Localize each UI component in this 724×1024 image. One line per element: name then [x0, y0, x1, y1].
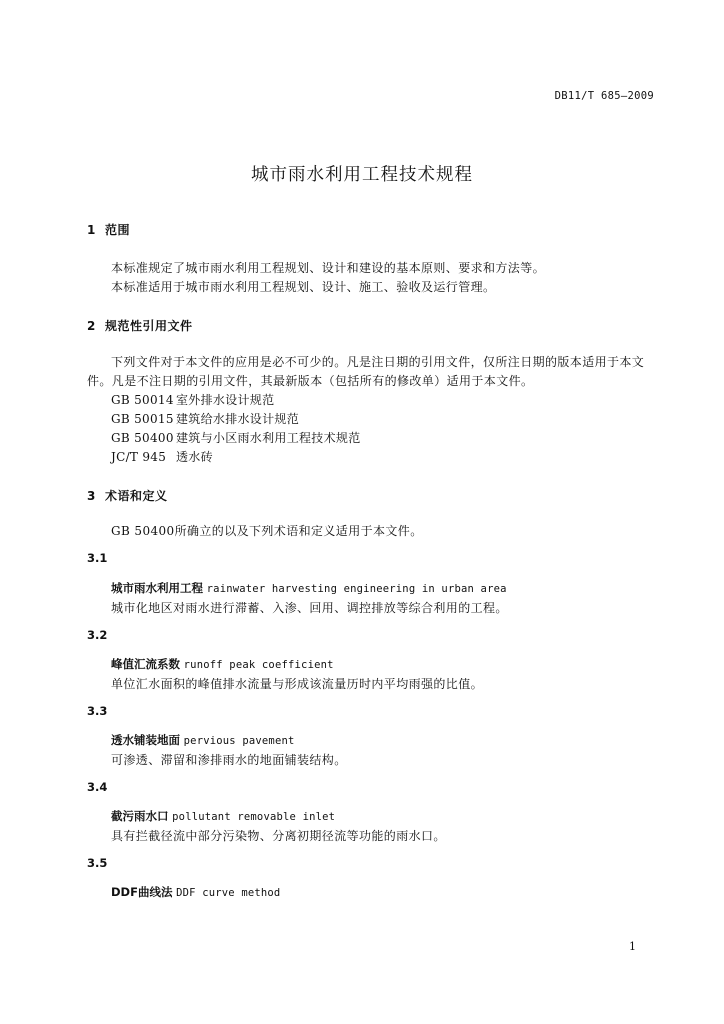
reference-code: GB 50014 [111, 393, 174, 407]
term-en: pollutant removable inlet [172, 811, 336, 823]
reference-code: JC/T 945 [111, 450, 167, 464]
clause-number: 3.1 [87, 551, 108, 565]
term-zh: 峰值汇流系数 [111, 657, 180, 671]
term-zh: 透水铺装地面 [111, 733, 180, 747]
section-heading-normative-references [87, 317, 193, 334]
section-title: 规范性引用文件 [105, 319, 193, 333]
term-entry [111, 656, 334, 672]
scope-paragraph: 本标准规定了城市雨水利用工程规划、设计和建设的基本原则、要求和方法等。 [111, 261, 546, 275]
section-number: 1 [87, 223, 96, 237]
references-intro-line: 下列文件对于本文件的应用是必不可少的。凡是注日期的引用文件，仅所注日期的版本适用于本文 [111, 355, 645, 369]
reference-code: GB 50015 [111, 412, 174, 426]
term-definition: 城市化地区对雨水进行滞蓄、入渗、回用、调控排放等综合利用的工程。 [111, 601, 508, 615]
term-entry [111, 732, 295, 748]
section-title: 术语和定义 [105, 489, 168, 503]
term-en: rainwater harvesting engineering in urban area [206, 583, 507, 595]
reference-item [111, 429, 361, 446]
reference-name: 建筑给水排水设计规范 [176, 412, 300, 426]
page-number: 1 [629, 940, 636, 953]
clause-number: 3.4 [87, 780, 108, 794]
term-definition: 可渗透、滞留和渗排雨水的地面铺装结构。 [111, 753, 347, 767]
standard-code: DB11/T 685—2009 [554, 90, 654, 102]
reference-item [111, 391, 274, 408]
terms-intro: GB 50400所确立的以及下列术语和定义适用于本文件。 [111, 524, 423, 538]
section-heading-terms [87, 487, 168, 504]
section-heading-scope [87, 221, 130, 238]
term-definition: 单位汇水面积的峰值排水流量与形成该流量历时内平均雨强的比值。 [111, 677, 484, 691]
scope-paragraph: 本标准适用于城市雨水利用工程规划、设计、施工、验收及运行管理。 [111, 280, 496, 294]
references-intro-line: 件。凡是不注日期的引用文件，其最新版本（包括所有的修改单）适用于本文件。 [87, 374, 534, 388]
term-zh: DDF曲线法 [111, 885, 173, 899]
term-entry [111, 580, 507, 596]
document-title: 城市雨水利用工程技术规程 [251, 165, 473, 185]
section-number: 2 [87, 319, 96, 333]
reference-code: GB 50400 [111, 431, 174, 445]
clause-number: 3.2 [87, 628, 108, 642]
term-definition: 具有拦截径流中部分污染物、分离初期径流等功能的雨水口。 [111, 829, 446, 843]
term-zh: 城市雨水利用工程 [111, 581, 203, 595]
term-en: runoff peak coefficient [183, 659, 334, 671]
term-en: DDF curve method [176, 887, 281, 899]
reference-name: 建筑与小区雨水利用工程技术规范 [176, 431, 361, 445]
term-entry [111, 884, 280, 900]
reference-item [111, 410, 299, 427]
term-entry [111, 808, 335, 824]
term-zh: 截污雨水口 [111, 809, 169, 823]
clause-number: 3.5 [87, 856, 108, 870]
reference-name: 透水砖 [176, 450, 213, 464]
clause-number: 3.3 [87, 704, 108, 718]
reference-name: 室外排水设计规范 [176, 393, 275, 407]
term-en: pervious pavement [183, 735, 295, 747]
section-number: 3 [87, 489, 96, 503]
reference-item [111, 448, 213, 465]
section-title: 范围 [105, 223, 131, 237]
